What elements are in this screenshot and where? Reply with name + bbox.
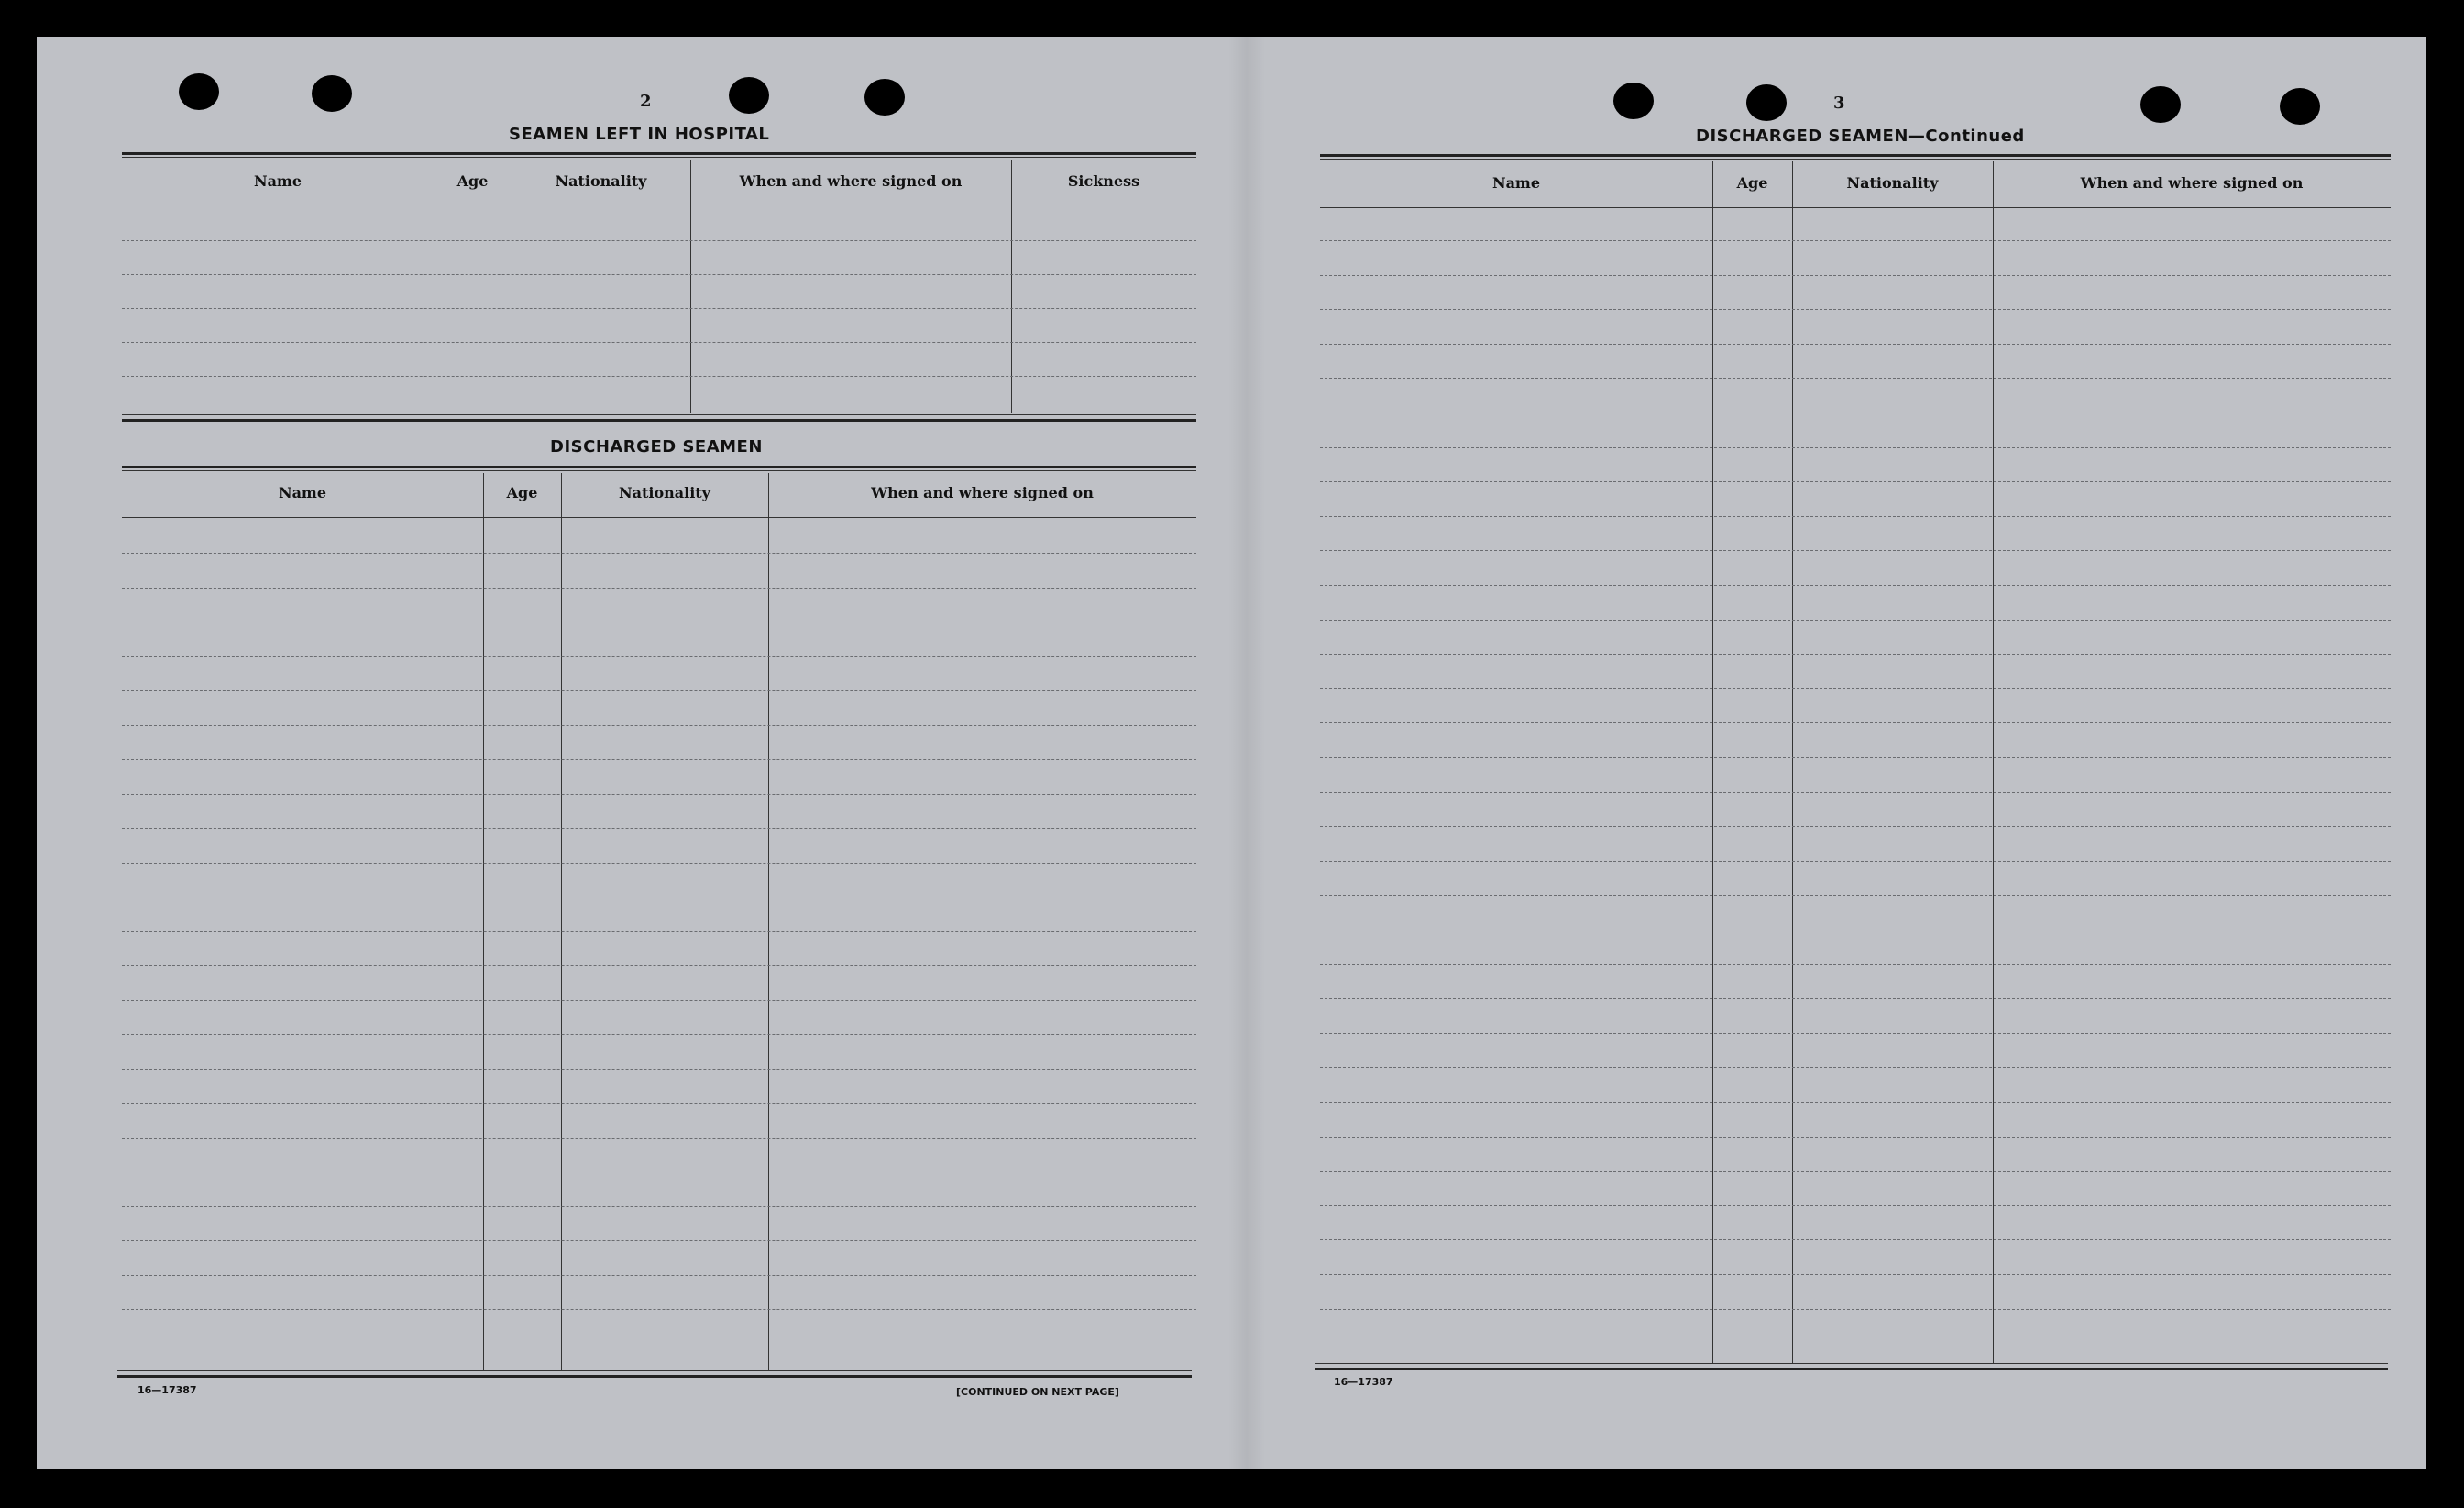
- header-rule: [122, 466, 1196, 468]
- entry-row-line: [122, 1240, 1196, 1241]
- column-divider: [1792, 161, 1793, 1363]
- entry-row-line: [1320, 792, 2391, 793]
- section-rule: [122, 414, 1196, 415]
- entry-row-line: [122, 1275, 1196, 1276]
- column-header: When and where signed on: [739, 172, 962, 190]
- entry-row-line: [1320, 344, 2391, 345]
- column-header: Name: [1491, 174, 1541, 192]
- section-rule: [122, 419, 1196, 422]
- entry-row-line: [122, 1103, 1196, 1104]
- hospital-section-title: SEAMEN LEFT IN HOSPITAL: [509, 125, 770, 144]
- column-header: When and where signed on: [2080, 174, 2304, 192]
- right-page: [1228, 37, 2426, 1469]
- column-header: Name: [253, 172, 302, 190]
- column-header: Nationality: [619, 484, 710, 501]
- entry-row-line: [122, 1069, 1196, 1070]
- entry-row-line: [1320, 964, 2391, 965]
- entry-row-line: [122, 342, 1196, 343]
- header-rule: [122, 470, 1196, 471]
- column-divider: [483, 473, 484, 1370]
- form-code: 16—17387: [1334, 1376, 1393, 1388]
- entry-row-line: [1320, 1067, 2391, 1068]
- entry-row-line: [1320, 1239, 2391, 1240]
- column-header: Nationality: [555, 172, 647, 190]
- column-divider: [1993, 161, 1994, 1363]
- entry-row-line: [1320, 895, 2391, 896]
- footer-rule: [117, 1370, 1192, 1371]
- entry-row-line: [1320, 378, 2391, 379]
- entry-row-line: [122, 553, 1196, 554]
- entry-row-line: [1320, 447, 2391, 448]
- column-header: Sickness: [1067, 172, 1140, 190]
- entry-row-line: [122, 1309, 1196, 1310]
- entry-row-line: [122, 863, 1196, 864]
- column-header: Name: [278, 484, 327, 501]
- form-code: 16—17387: [138, 1384, 197, 1396]
- page-number: 2: [640, 92, 652, 111]
- entry-row-line: [1320, 516, 2391, 517]
- entry-row-line: [1320, 1274, 2391, 1275]
- entry-row-line: [122, 240, 1196, 241]
- column-divider: [768, 473, 769, 1370]
- footer-rule: [1315, 1368, 2388, 1370]
- header-rule: [122, 157, 1196, 158]
- entry-row-line: [122, 828, 1196, 829]
- entry-row-line: [122, 931, 1196, 932]
- entry-row-line: [1320, 1309, 2391, 1310]
- entry-row-line: [1320, 861, 2391, 862]
- discharged-continued-title: [1696, 127, 2025, 146]
- entry-row-line: [122, 965, 1196, 966]
- column-header: Nationality: [1846, 174, 1939, 192]
- entry-row-line: [122, 1034, 1196, 1035]
- footer-rule: [117, 1375, 1192, 1378]
- page-number: 3: [1833, 94, 1845, 113]
- continued-note: [CONTINUED ON NEXT PAGE]: [956, 1386, 1119, 1398]
- entry-row-line: [122, 690, 1196, 691]
- entry-row-line: [122, 274, 1196, 275]
- column-divider: [1011, 160, 1012, 413]
- entry-row-line: [1320, 275, 2391, 276]
- column-divider: [690, 160, 691, 413]
- discharged-continued-title-main: DISCHARGED SEAMEN: [1696, 127, 1908, 146]
- header-rule: [1320, 154, 2391, 157]
- entry-row-line: [122, 794, 1196, 795]
- column-header: When and where signed on: [871, 484, 1094, 501]
- entry-row-line: [122, 376, 1196, 377]
- entry-row-line: [1320, 757, 2391, 758]
- entry-row-line: [122, 1206, 1196, 1207]
- entry-row-line: [122, 1000, 1196, 1001]
- entry-row-line: [1320, 1102, 2391, 1103]
- entry-row-line: [1320, 1171, 2391, 1172]
- column-header-rule: [122, 517, 1196, 518]
- entry-row-line: [1320, 585, 2391, 586]
- entry-row-line: [1320, 722, 2391, 723]
- header-rule: [1320, 159, 2391, 160]
- column-header: Age: [1736, 174, 1768, 192]
- entry-row-line: [1320, 998, 2391, 999]
- footer-rule: [1315, 1363, 2388, 1364]
- entry-row-line: [122, 588, 1196, 589]
- entry-row-line: [1320, 550, 2391, 551]
- entry-row-line: [1320, 826, 2391, 827]
- entry-row-line: [1320, 1033, 2391, 1034]
- entry-row-line: [1320, 1137, 2391, 1138]
- left-page: [37, 37, 1228, 1469]
- entry-row-line: [122, 656, 1196, 657]
- entry-row-line: [122, 759, 1196, 760]
- entry-row-line: [1320, 620, 2391, 621]
- entry-row-line: [1320, 481, 2391, 482]
- entry-row-line: [1320, 240, 2391, 241]
- entry-row-line: [122, 308, 1196, 309]
- entry-row-line: [1320, 1205, 2391, 1206]
- entry-row-line: [1320, 309, 2391, 310]
- column-header-rule: [1320, 207, 2391, 208]
- entry-row-line: [122, 725, 1196, 726]
- discharged-section-title: DISCHARGED SEAMEN: [550, 437, 763, 457]
- header-rule: [122, 152, 1196, 155]
- entry-row-line: [1320, 688, 2391, 689]
- form-sheet: [37, 37, 2426, 1469]
- column-divider: [561, 473, 562, 1370]
- entry-row-line: [122, 1138, 1196, 1139]
- column-header: Age: [456, 172, 489, 190]
- column-divider: [1712, 161, 1713, 1363]
- column-header: Age: [506, 484, 538, 501]
- discharged-continued-title-suffix: —Continued: [1908, 127, 2025, 146]
- entry-row-line: [1320, 654, 2391, 655]
